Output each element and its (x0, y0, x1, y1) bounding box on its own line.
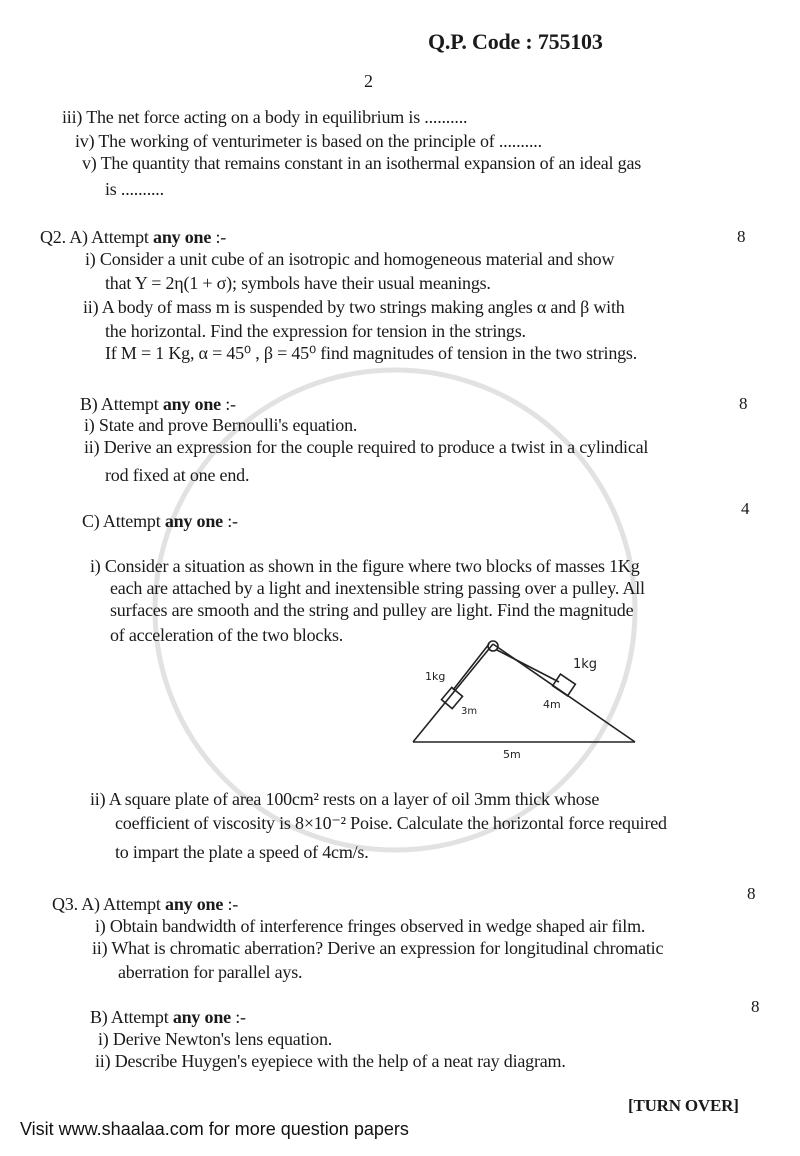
q2a-i-line1: i) Consider a unit cube of an isotropic and homogeneous material and show (85, 249, 615, 269)
q3b-ii: ii) Describe Huygen's eyepiece with the help of a neat ray diagram. (95, 1051, 566, 1071)
q2b-ii-line2: rod fixed at one end. (105, 465, 250, 485)
q2a-heading: Q2. A) Attempt any one :- (40, 227, 227, 247)
right-side-label: 4m (543, 698, 561, 711)
q3a-heading: Q3. A) Attempt any one :- (52, 894, 239, 914)
left-block (441, 687, 462, 708)
q2a-i-line2: that Y = 2η(1 + σ); symbols have their usual meanings. (105, 273, 491, 293)
q2c-marks: 4 (741, 499, 750, 518)
q2a-ii-line2: the horizontal. Find the expression for tension in the strings. (105, 321, 526, 341)
q2b-heading: B) Attempt any one :- (80, 394, 236, 414)
q2c-i-line2: each are attached by a light and inextensible string passing over a pulley. All (110, 578, 645, 598)
q1-iii: iii) The net force acting on a body in equilibrium is .......... (62, 107, 468, 127)
left-incline (413, 644, 493, 742)
left-mass-label: 1kg (425, 670, 446, 683)
base-label: 5m (503, 748, 521, 761)
q2b-i: i) State and prove Bernoulli's equation. (84, 415, 358, 435)
page-number: 2 (364, 71, 373, 91)
q2b-marks: 8 (739, 394, 748, 413)
q3b-heading: B) Attempt any one :- (90, 1007, 246, 1027)
q1-iv: iv) The working of venturimeter is based on the principle of .......... (75, 131, 542, 151)
q2c-heading: C) Attempt any one :- (82, 511, 238, 531)
turn-over: [TURN OVER] (628, 1096, 739, 1115)
q2a-ii-line3: If M = 1 Kg, α = 45⁰ , β = 45⁰ find magnitudes of tension in the two strings. (105, 343, 638, 363)
right-mass-label: 1kg (573, 657, 598, 672)
q2b-ii-line1: ii) Derive an expression for the couple required to produce a twist in a cylindical (84, 437, 649, 457)
q2c-ii-line2: coefficient of viscosity is 8×10⁻² Poise. Calculate the horizontal force required (115, 813, 667, 833)
q2a-marks: 8 (737, 227, 746, 246)
footer-link[interactable]: Visit www.shaalaa.com for more question papers (20, 1119, 409, 1139)
q2c-ii-line1: ii) A square plate of area 100cm² rests on a layer of oil 3mm thick whose (90, 789, 600, 809)
q2c-i-line1: i) Consider a situation as shown in the figure where two blocks of masses 1Kg (90, 556, 640, 576)
q3b-marks: 8 (751, 997, 760, 1016)
q3a-i: i) Obtain bandwidth of interference fringes observed in wedge shaped air film. (95, 916, 646, 936)
qp-code: Q.P. Code : 755103 (428, 29, 603, 54)
left-side-label: 3m (461, 706, 478, 717)
incline-pulley-figure (405, 632, 645, 772)
q2c-ii-line3: to impart the plate a speed of 4cm/s. (115, 842, 369, 862)
right-block (553, 674, 576, 696)
q1-v: v) The quantity that remains constant in an isothermal expansion of an ideal gas (82, 153, 642, 173)
q2a-ii-line1: ii) A body of mass m is suspended by two strings making angles α and β with (83, 297, 625, 317)
q2c-i-line4: of acceleration of the two blocks. (110, 625, 344, 645)
q2c-i-line3: surfaces are smooth and the string and pulley are light. Find the magnitude (110, 600, 634, 620)
q3a-ii-line2: aberration for parallel ays. (118, 962, 303, 982)
q3b-i: i) Derive Newton's lens equation. (98, 1029, 333, 1049)
q3a-marks: 8 (747, 884, 756, 903)
q3a-ii-line1: ii) What is chromatic aberration? Derive an expression for longitudinal chromatic (92, 938, 664, 958)
q1-v-cont: is .......... (105, 179, 164, 199)
